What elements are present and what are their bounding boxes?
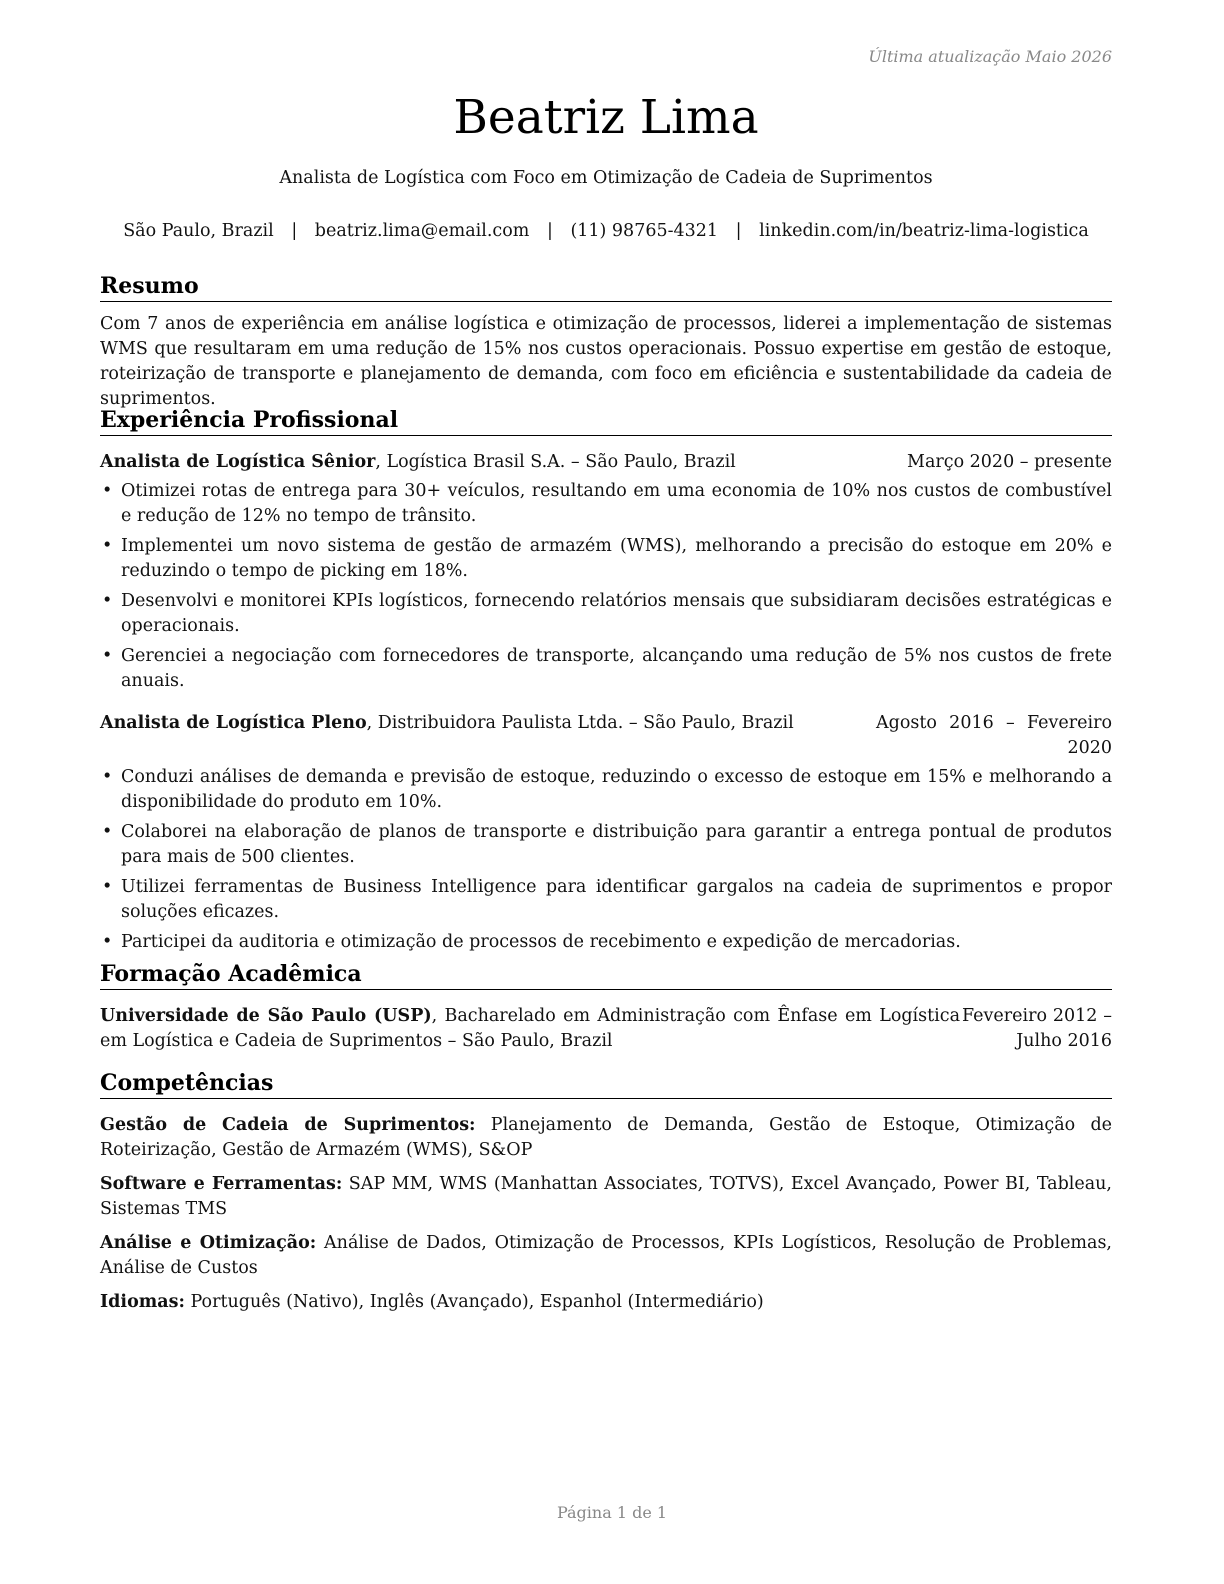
education-dates: Fevereiro 2012 – Julho 2016 <box>962 1006 1112 1051</box>
contact-separator: | <box>291 221 298 241</box>
education-school: Universidade de São Paulo (USP) <box>100 1006 432 1026</box>
job-dates: Março 2020 – presente <box>907 452 1112 472</box>
contact-separator: | <box>546 221 553 241</box>
summary-text: Com 7 anos de experiência em análise logística e otimização de processos, liderei a implementação de sistemas WMS que resultaram em uma redução de 15% nos custos operacionais. Possuo expertise em gestão de estoque, roteirização de transporte e planejamento de demanda, com foco em eficiência e sustentabilidade da cadeia de suprimentos. <box>100 314 1112 409</box>
skill-group <box>100 1231 1112 1281</box>
skills-section <box>100 1069 1112 1324</box>
summary-section <box>100 272 1112 412</box>
skill-group <box>100 1113 1112 1163</box>
education-detail: , Bacharelado em Administração com Ênfase em Logística em Logística e Cadeia de Suprimentos – São Paulo, Brazil <box>100 1006 960 1051</box>
experience-title: Experiência Profissional <box>100 406 1112 436</box>
job-bullet: • Desenvolvi e monitorei KPIs logísticos, fornecendo relatórios mensais que subsidiaram decisões estratégicas e operacionais. <box>100 589 1112 639</box>
skill-label: Análise e Otimização: <box>100 1233 317 1253</box>
job-dates: Agosto 2016 – Fevereiro 2020 <box>876 713 1112 758</box>
contact-email: beatriz.lima@email.com <box>314 221 530 241</box>
skill-label: Idiomas: <box>100 1292 185 1312</box>
skills-title: Competências <box>100 1069 1112 1099</box>
page-footer: Página 1 de 1 <box>556 1503 668 1522</box>
education-title: Formação Acadêmica <box>100 960 1112 990</box>
job-bullet: • Participei da auditoria e otimização de processos de recebimento e expedição de mercadorias. <box>100 930 1112 955</box>
job-bullet: • Colaborei na elaboração de planos de transporte e distribuição para garantir a entrega pontual de produtos para mais de 500 clientes. <box>100 820 1112 870</box>
skill-label: Software e Ferramentas: <box>100 1174 343 1194</box>
job-company: , Distribuidora Paulista Ltda. – São Paulo, Brazil <box>366 713 794 733</box>
contact-location: São Paulo, Brazil <box>123 221 274 241</box>
job-bullet: • Implementei um novo sistema de gestão de armazém (WMS), melhorando a precisão do estoque em 20% e reduzindo o tempo de picking em 18%. <box>100 534 1112 584</box>
job-role: Analista de Logística Sênior <box>100 452 376 472</box>
skill-text: Análise de Dados, Otimização de Processos, KPIs Logísticos, Resolução de Problemas, Análise de Custos <box>100 1233 1112 1278</box>
experience-section <box>100 406 1112 960</box>
skill-label: Gestão de Cadeia de Suprimentos: <box>100 1115 476 1135</box>
job-bullet: • Gerenciei a negociação com fornecedores de transporte, alcançando uma redução de 5% nos custos de frete anuais. <box>100 644 1112 694</box>
skill-group <box>100 1172 1112 1222</box>
job-bullet: • Utilizei ferramentas de Business Intelligence para identificar gargalos na cadeia de suprimentos e propor soluções eficazes. <box>100 875 1112 925</box>
contact-phone: (11) 98765-4321 <box>570 221 719 241</box>
job-bullets <box>100 479 1112 694</box>
job-header <box>100 711 1112 761</box>
contact-linkedin: linkedin.com/in/beatriz-lima-logistica <box>759 221 1089 241</box>
contact-line <box>60 219 1152 244</box>
candidate-name: Beatriz Lima <box>453 90 759 145</box>
job-role: Analista de Logística Pleno <box>100 713 367 733</box>
skill-text: Planejamento de Demanda, Gestão de Estoque, Otimização de Roteirização, Gestão de Armazém (WMS), S&OP <box>100 1115 1112 1160</box>
job-entry <box>100 711 1112 955</box>
education-section <box>100 960 1112 1054</box>
job-company: , Logística Brasil S.A. – São Paulo, Brazil <box>375 452 736 472</box>
skill-text: Português (Nativo), Inglês (Avançado), Espanhol (Intermediário) <box>184 1292 764 1312</box>
last-updated: Última atualização Maio 2026 <box>868 47 1112 66</box>
job-entry <box>100 450 1112 694</box>
summary-title: Resumo <box>100 272 1112 302</box>
skill-group <box>100 1290 1112 1315</box>
contact-separator: | <box>735 221 742 241</box>
job-bullets <box>100 765 1112 955</box>
skill-text: SAP MM, WMS (Manhattan Associates, TOTVS), Excel Avançado, Power BI, Tableau, Sistemas TMS <box>100 1174 1112 1219</box>
headline: Analista de Logística com Foco em Otimização de Cadeia de Suprimentos <box>279 168 933 188</box>
job-bullet: • Otimizei rotas de entrega para 30+ veículos, resultando em uma economia de 10% nos custos de combustível e redução de 12% no tempo de trânsito. <box>100 479 1112 529</box>
job-bullet: • Conduzi análises de demanda e previsão de estoque, reduzindo o excesso de estoque em 15% e melhorando a disponibilidade do produto em 10%. <box>100 765 1112 815</box>
education-entry <box>100 1004 1112 1054</box>
job-header <box>100 450 1112 475</box>
